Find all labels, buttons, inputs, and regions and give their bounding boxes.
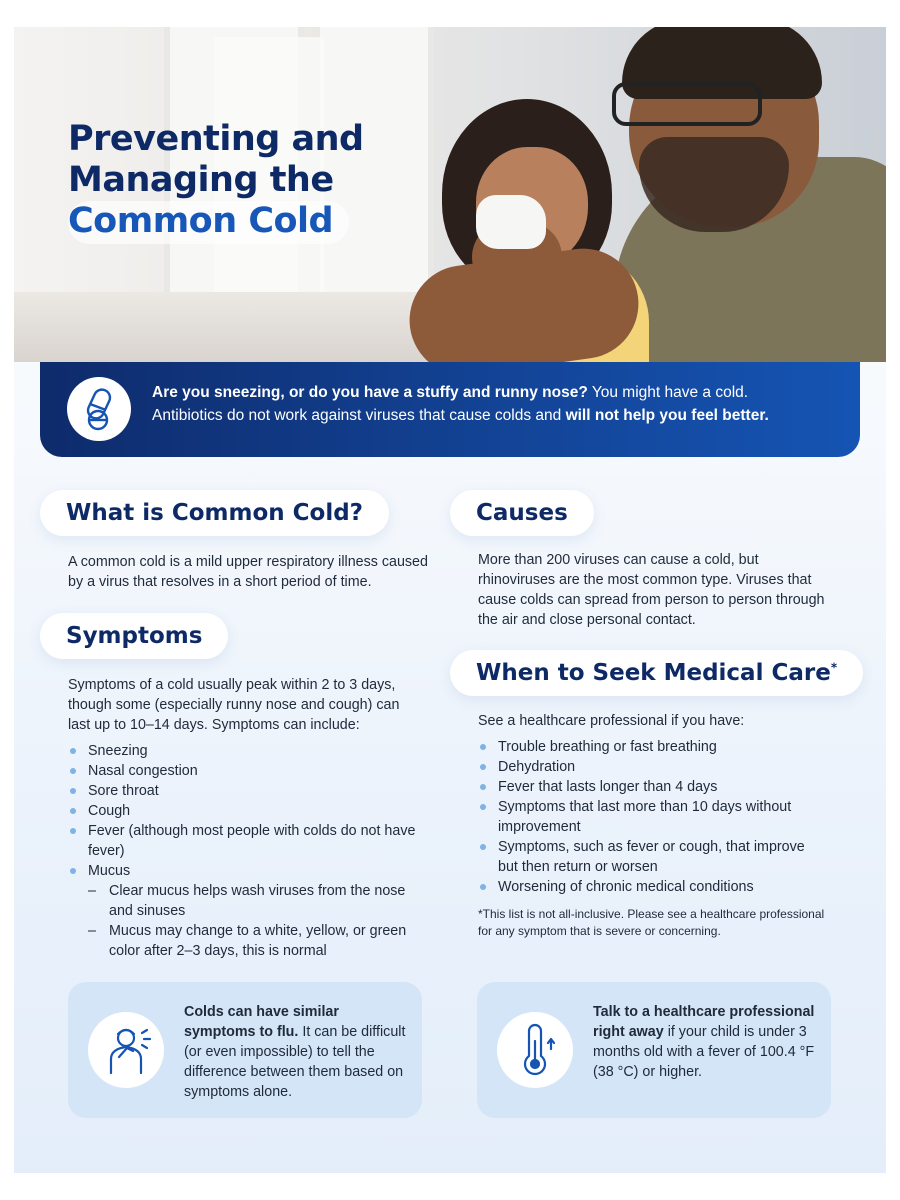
antibiotics-banner bbox=[40, 362, 860, 457]
list-item: Sneezing bbox=[68, 741, 418, 761]
symptoms-section bbox=[68, 675, 418, 961]
flu-card bbox=[68, 982, 422, 1118]
page-title: Preventing and Managing the Common Cold bbox=[68, 119, 408, 244]
what-is-heading: What is Common Cold? bbox=[40, 490, 389, 536]
list-item: Fever that lasts longer than 4 days bbox=[478, 777, 818, 797]
footnote: *This list is not all-inclusive. Please see a healthcare professional for any symptom that is severe or concerning. bbox=[478, 907, 825, 938]
seek-care-intro: See a healthcare professional if you have: bbox=[478, 713, 745, 729]
list-item: Dehydration bbox=[478, 757, 818, 777]
list-item: Symptoms that last more than 10 days without improvement bbox=[478, 797, 818, 837]
symptoms-list bbox=[68, 741, 418, 961]
fever-card bbox=[477, 982, 831, 1118]
coughing-person-icon bbox=[88, 1012, 164, 1088]
list-item: Sore throat bbox=[68, 781, 418, 801]
causes-heading: Causes bbox=[450, 490, 594, 536]
mucus-sublist bbox=[88, 881, 418, 961]
glasses bbox=[612, 82, 762, 126]
list-item: – Clear mucus helps wash viruses from the nose and sinuses bbox=[88, 881, 418, 921]
seek-care-heading: When to Seek Medical Care* bbox=[450, 650, 863, 696]
list-item: Cough bbox=[68, 801, 418, 821]
list-item: Mucus – Clear mucus helps wash viruses from the nose and sinuses – Mucus may change to a white, yellow, or green color after 2–3 days, this is normal bbox=[68, 861, 418, 961]
banner-text: Are you sneezing, or do you have a stuffy and runny nose? You might have a cold. Antibiotics do not work against viruses that cause colds and will not help you feel better. bbox=[152, 384, 769, 424]
thermometer-icon bbox=[497, 1012, 573, 1088]
list-item: Trouble breathing or fast breathing bbox=[478, 737, 818, 757]
seek-care-list bbox=[478, 737, 818, 897]
hero-photo bbox=[14, 27, 886, 362]
list-item: – Mucus may change to a white, yellow, or green color after 2–3 days, this is normal bbox=[88, 921, 418, 961]
list-item: Symptoms, such as fever or cough, that improve but then return or worsen bbox=[478, 837, 818, 877]
list-item: Worsening of chronic medical conditions bbox=[478, 877, 818, 897]
symptoms-intro: Symptoms of a cold usually peak within 2 to 3 days, though some (especially runny nose and cough) can last up to 10–14 days. Symptoms can include: bbox=[68, 677, 400, 733]
seek-care-section bbox=[478, 711, 818, 897]
list-item: Nasal congestion bbox=[68, 761, 418, 781]
flu-card-text: Colds can have similar symptoms to flu. It can be difficult (or even impossible) to tell the difference between them based on symptoms alone. bbox=[184, 1004, 406, 1100]
what-is-body: A common cold is a mild upper respiratory illness caused by a virus that resolves in a short period of time. bbox=[68, 554, 428, 590]
flyer-page bbox=[14, 27, 886, 1173]
symptoms-heading: Symptoms bbox=[40, 613, 228, 659]
causes-body: More than 200 viruses can cause a cold, but rhinoviruses are the most common type. Viruses that cause colds can spread from person to person through the air and close personal contact. bbox=[478, 552, 825, 628]
pill-capsule-icon bbox=[67, 377, 131, 441]
list-item: Fever (although most people with colds do not have fever) bbox=[68, 821, 418, 861]
fever-card-text: Talk to a healthcare professional right away if your child is under 3 months old with a fever of 100.4 °F (38 °C) or higher. bbox=[593, 1004, 815, 1080]
tissue bbox=[476, 195, 546, 249]
